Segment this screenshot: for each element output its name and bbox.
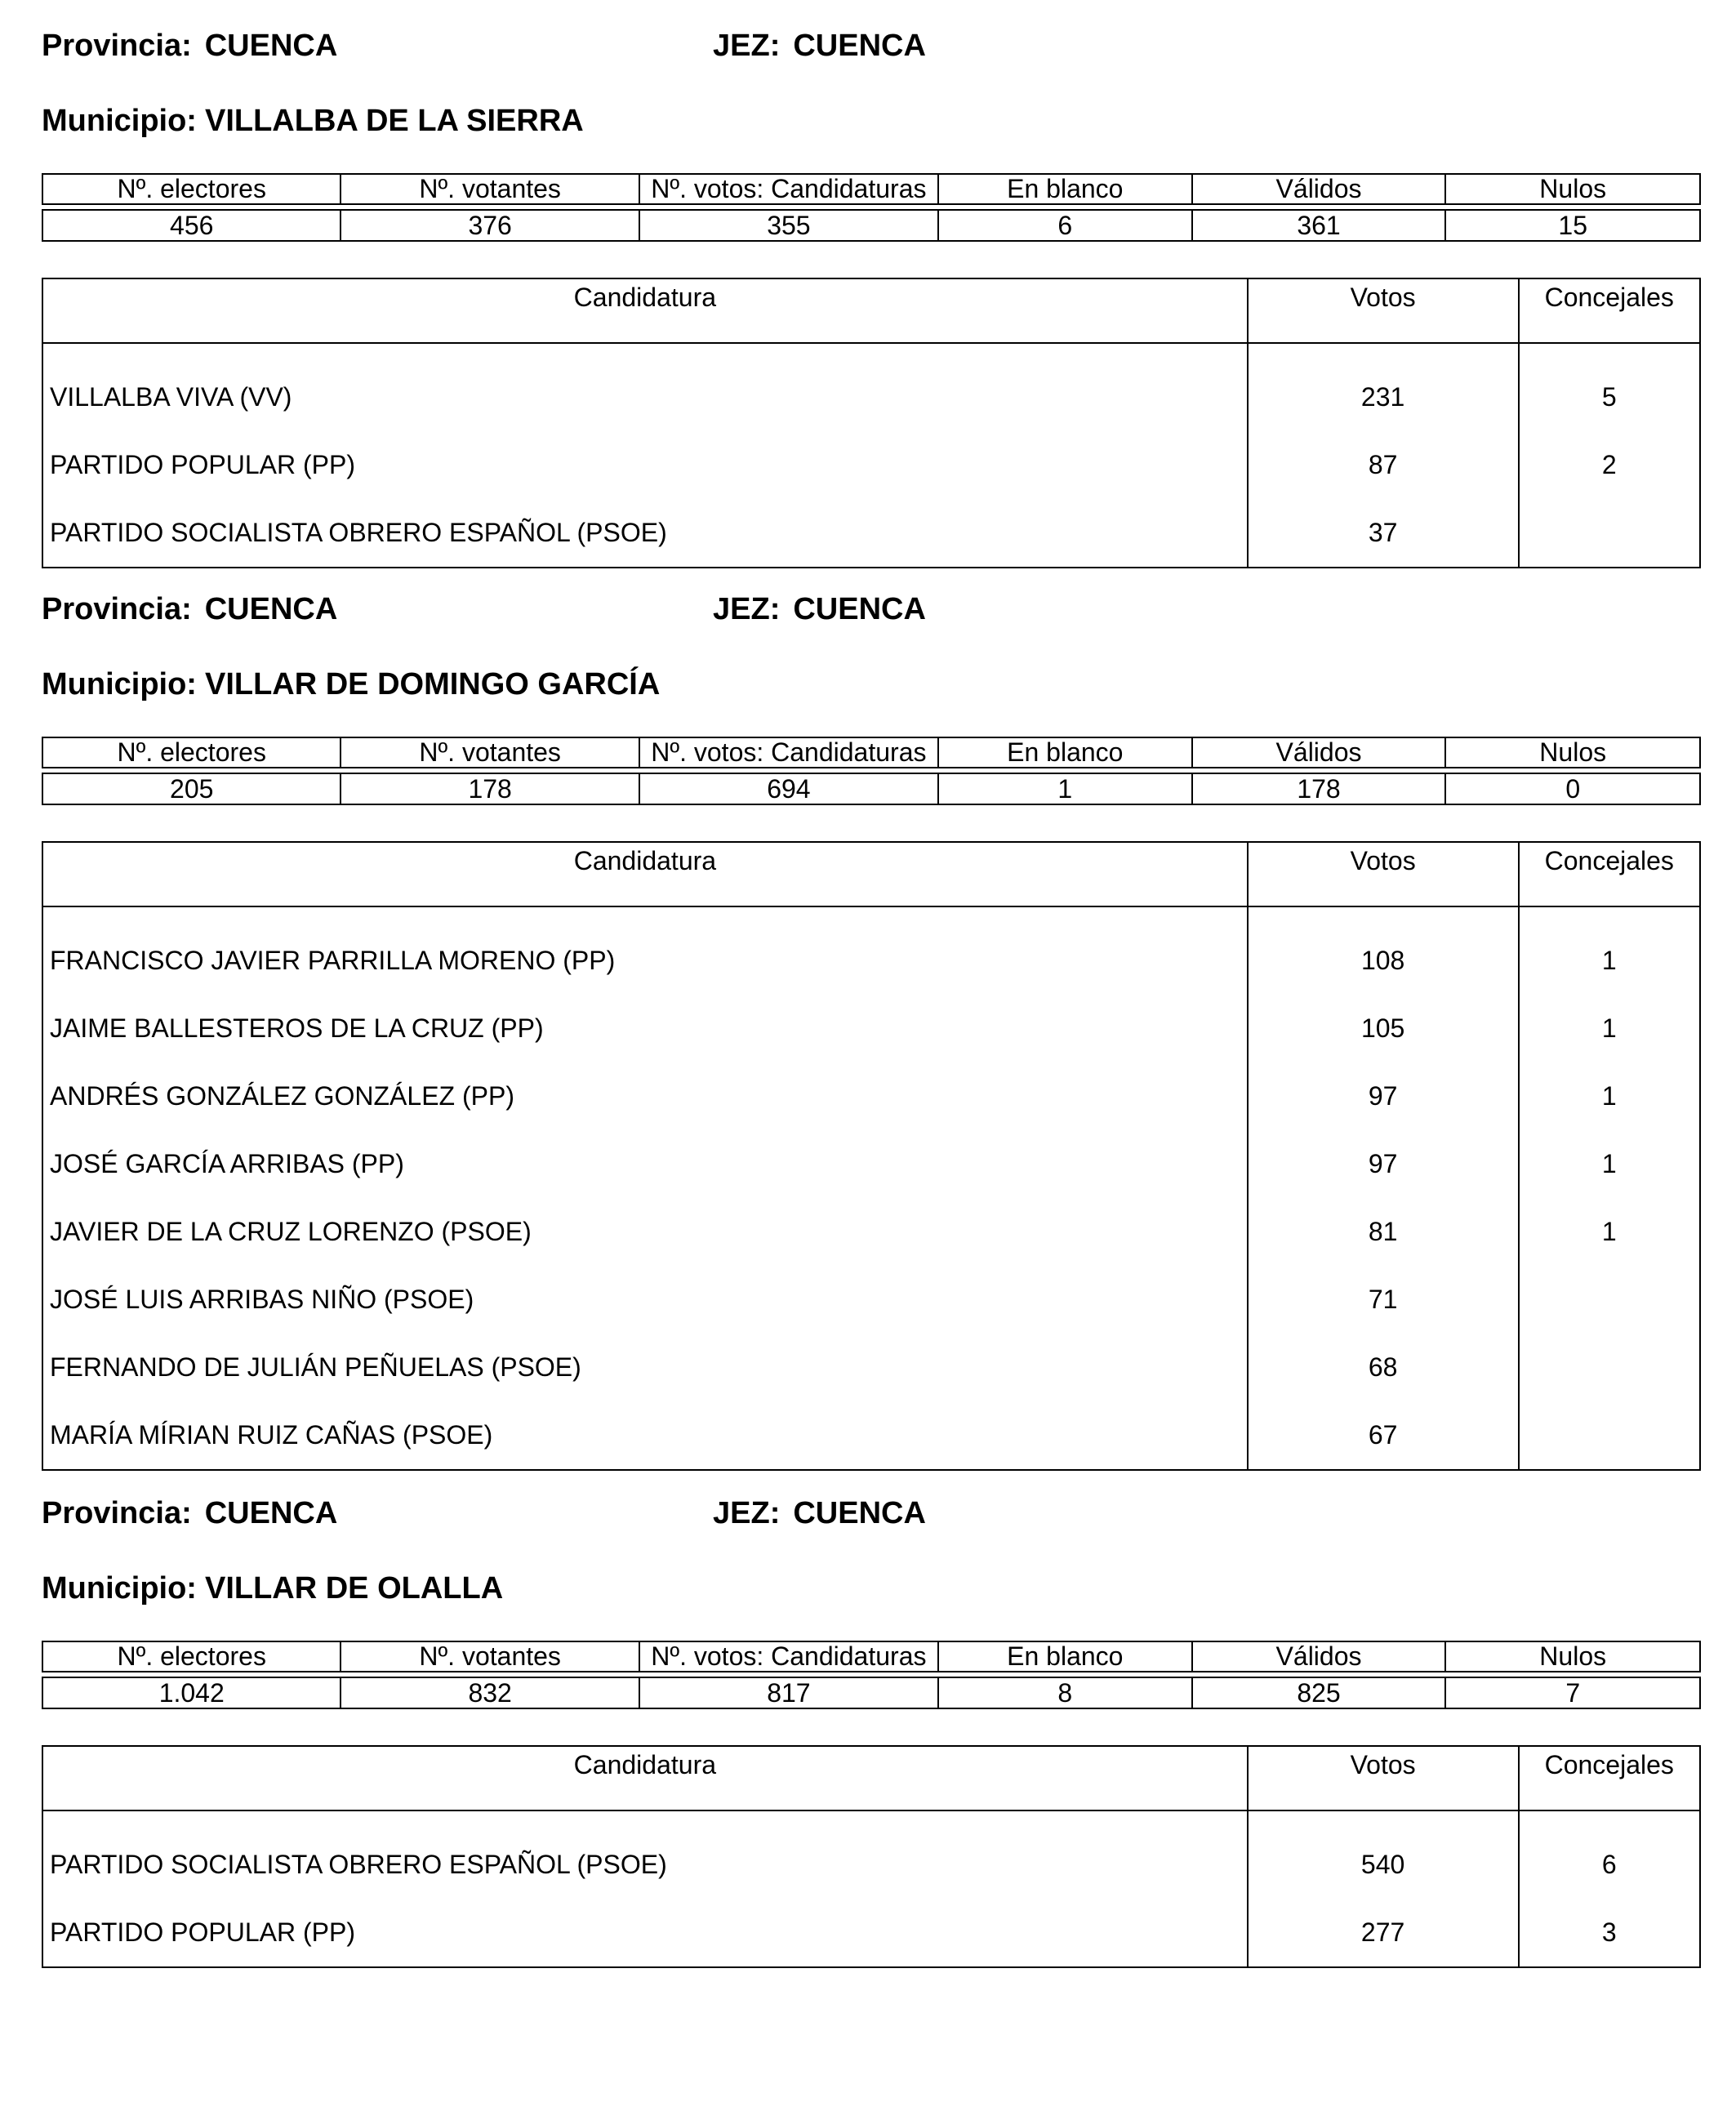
provincia-label: Provincia:: [42, 1496, 192, 1530]
municipio-header: [42, 104, 584, 139]
jez-value: CUENCA: [793, 1496, 926, 1530]
candidaturas-header-cell: Candidatura: [42, 1746, 1248, 1810]
summary-gap-cell: [42, 204, 1700, 210]
candidatura-name: PARTIDO SOCIALISTA OBRERO ESPAÑOL (PSOE): [42, 499, 1248, 568]
summary-gap: [42, 204, 1700, 210]
candidatura-row: [42, 1810, 1700, 1899]
candidatura-name: JOSÉ LUIS ARRIBAS NIÑO (PSOE): [42, 1266, 1248, 1334]
summary-value-cell: 8: [938, 1677, 1192, 1708]
jez-header: [713, 29, 926, 64]
candidatura-concejales: 5: [1519, 343, 1700, 431]
candidatura-name: JAVIER DE LA CRUZ LORENZO (PSOE): [42, 1198, 1248, 1266]
municipio-section: [0, 0, 1736, 563]
summary-value-cell: 355: [639, 210, 938, 241]
candidatura-name: VILLALBA VIVA (VV): [42, 343, 1248, 431]
provincia-header: [42, 1496, 337, 1531]
candidaturas-header-cell: Votos: [1248, 842, 1519, 906]
municipio-label: Municipio:: [42, 667, 197, 701]
summary-value-row: [42, 773, 1700, 804]
candidatura-name: MARÍA MÍRIAN RUIZ CAÑAS (PSOE): [42, 1401, 1248, 1470]
summary-value-cell: 205: [42, 773, 341, 804]
candidaturas-header-cell: Candidatura: [42, 842, 1248, 906]
summary-value-cell: 1: [938, 773, 1192, 804]
summary-header-cell: En blanco: [938, 737, 1192, 768]
candidatura-concejales: 1: [1519, 1130, 1700, 1198]
municipio-header: [42, 1571, 503, 1606]
municipio-value: VILLAR DE OLALLA: [204, 1571, 504, 1606]
candidatura-name: JOSÉ GARCÍA ARRIBAS (PP): [42, 1130, 1248, 1198]
summary-value-cell: 376: [341, 210, 639, 241]
candidatura-row: [42, 343, 1700, 431]
candidaturas-header-cell: Concejales: [1519, 1746, 1700, 1810]
summary-value-cell: 0: [1445, 773, 1700, 804]
provincia-label: Provincia:: [42, 592, 192, 626]
candidatura-votos: 97: [1248, 1130, 1519, 1198]
provincia-header: [42, 29, 337, 64]
summary-gap: [42, 768, 1700, 773]
candidaturas-table: [42, 1745, 1701, 1968]
candidatura-votos: 71: [1248, 1266, 1519, 1334]
candidatura-name: PARTIDO POPULAR (PP): [42, 1899, 1248, 1967]
jez-header: [713, 592, 926, 627]
candidaturas-header-cell: Candidatura: [42, 278, 1248, 343]
municipio-section: [0, 563, 1736, 1450]
summary-value-cell: 361: [1192, 210, 1446, 241]
candidaturas-header-cell: Votos: [1248, 1746, 1519, 1810]
summary-table: [42, 1641, 1701, 1709]
summary-header-cell: Nº. votos: Candidaturas: [639, 174, 938, 204]
candidatura-name: FRANCISCO JAVIER PARRILLA MORENO (PP): [42, 906, 1248, 995]
summary-header-cell: Nulos: [1445, 1641, 1700, 1672]
summary-value-cell: 694: [639, 773, 938, 804]
candidatura-votos: 67: [1248, 1401, 1519, 1470]
candidaturas-table: [42, 841, 1701, 1471]
jez-label: JEZ:: [713, 29, 781, 63]
provincia-value: CUENCA: [204, 29, 338, 63]
candidatura-name: PARTIDO SOCIALISTA OBRERO ESPAÑOL (PSOE): [42, 1810, 1248, 1899]
candidatura-concejales: [1519, 499, 1700, 568]
summary-header-cell: Nº. votos: Candidaturas: [639, 1641, 938, 1672]
candidatura-row: [42, 1899, 1700, 1967]
jez-value: CUENCA: [793, 592, 926, 626]
summary-value-cell: 832: [341, 1677, 639, 1708]
jez-label: JEZ:: [713, 592, 781, 626]
candidatura-row: [42, 906, 1700, 995]
summary-value-cell: 178: [341, 773, 639, 804]
summary-table: [42, 173, 1701, 242]
jez-header: [713, 1496, 926, 1531]
summary-header-cell: Válidos: [1192, 174, 1446, 204]
summary-gap-cell: [42, 768, 1700, 773]
summary-header-cell: Nº. votantes: [341, 1641, 639, 1672]
candidatura-name: FERNANDO DE JULIÁN PEÑUELAS (PSOE): [42, 1334, 1248, 1401]
summary-header-cell: Nº. votantes: [341, 737, 639, 768]
candidatura-concejales: 1: [1519, 1198, 1700, 1266]
municipio-value: VILLALBA DE LA SIERRA: [204, 104, 584, 138]
candidaturas-header-cell: Votos: [1248, 278, 1519, 343]
provincia-value: CUENCA: [204, 1496, 338, 1530]
candidatura-row: [42, 1062, 1700, 1130]
candidatura-row: [42, 1401, 1700, 1470]
candidatura-votos: 97: [1248, 1062, 1519, 1130]
candidaturas-header-cell: Concejales: [1519, 842, 1700, 906]
provincia-label: Provincia:: [42, 29, 192, 63]
summary-header-cell: Nº. electores: [42, 174, 341, 204]
summary-value-cell: 15: [1445, 210, 1700, 241]
jez-label: JEZ:: [713, 1496, 781, 1530]
summary-value-cell: 1.042: [42, 1677, 341, 1708]
summary-value-cell: 456: [42, 210, 341, 241]
candidatura-row: [42, 499, 1700, 568]
candidatura-votos: 540: [1248, 1810, 1519, 1899]
summary-header-cell: En blanco: [938, 1641, 1192, 1672]
candidatura-votos: 81: [1248, 1198, 1519, 1266]
candidatura-concejales: [1519, 1401, 1700, 1470]
candidatura-row: [42, 1334, 1700, 1401]
summary-header-cell: Nº. votantes: [341, 174, 639, 204]
candidatura-concejales: 2: [1519, 431, 1700, 499]
municipio-section: [0, 1468, 1736, 2031]
candidatura-name: JAIME BALLESTEROS DE LA CRUZ (PP): [42, 995, 1248, 1062]
candidatura-concejales: 1: [1519, 1062, 1700, 1130]
summary-header-cell: Nº. electores: [42, 1641, 341, 1672]
summary-value-cell: 817: [639, 1677, 938, 1708]
candidatura-concejales: 1: [1519, 906, 1700, 995]
summary-value-cell: 6: [938, 210, 1192, 241]
candidatura-votos: 37: [1248, 499, 1519, 568]
candidatura-row: [42, 431, 1700, 499]
summary-gap: [42, 1672, 1700, 1677]
provincia-header: [42, 592, 337, 627]
candidatura-votos: 87: [1248, 431, 1519, 499]
candidaturas-header-row: [42, 842, 1700, 906]
summary-header-row: [42, 1641, 1700, 1672]
municipio-value: VILLAR DE DOMINGO GARCÍA: [204, 667, 661, 701]
municipio-header: [42, 667, 660, 702]
candidatura-votos: 105: [1248, 995, 1519, 1062]
summary-header-cell: Nulos: [1445, 737, 1700, 768]
summary-header-cell: Nº. votos: Candidaturas: [639, 737, 938, 768]
candidatura-votos: 108: [1248, 906, 1519, 995]
municipio-label: Municipio:: [42, 104, 197, 138]
candidatura-name: ANDRÉS GONZÁLEZ GONZÁLEZ (PP): [42, 1062, 1248, 1130]
summary-header-row: [42, 737, 1700, 768]
summary-value-cell: 825: [1192, 1677, 1446, 1708]
candidatura-concejales: 3: [1519, 1899, 1700, 1967]
candidatura-votos: 231: [1248, 343, 1519, 431]
candidatura-votos: 68: [1248, 1334, 1519, 1401]
candidaturas-header-row: [42, 278, 1700, 343]
summary-value-row: [42, 210, 1700, 241]
candidatura-row: [42, 1266, 1700, 1334]
candidatura-votos: 277: [1248, 1899, 1519, 1967]
candidatura-row: [42, 1130, 1700, 1198]
summary-header-cell: Válidos: [1192, 737, 1446, 768]
summary-header-cell: Nulos: [1445, 174, 1700, 204]
municipio-label: Municipio:: [42, 1571, 197, 1606]
candidatura-row: [42, 995, 1700, 1062]
summary-table: [42, 737, 1701, 805]
candidaturas-header-row: [42, 1746, 1700, 1810]
summary-header-row: [42, 174, 1700, 204]
summary-gap-cell: [42, 1672, 1700, 1677]
candidaturas-header-cell: Concejales: [1519, 278, 1700, 343]
provincia-value: CUENCA: [204, 592, 338, 626]
candidatura-concejales: 6: [1519, 1810, 1700, 1899]
summary-value-cell: 7: [1445, 1677, 1700, 1708]
summary-value-cell: 178: [1192, 773, 1446, 804]
candidatura-concejales: 1: [1519, 995, 1700, 1062]
summary-header-cell: Válidos: [1192, 1641, 1446, 1672]
candidaturas-table: [42, 278, 1701, 568]
summary-header-cell: En blanco: [938, 174, 1192, 204]
summary-value-row: [42, 1677, 1700, 1708]
summary-header-cell: Nº. electores: [42, 737, 341, 768]
jez-value: CUENCA: [793, 29, 926, 63]
candidatura-concejales: [1519, 1266, 1700, 1334]
candidatura-concejales: [1519, 1334, 1700, 1401]
candidatura-row: [42, 1198, 1700, 1266]
candidatura-name: PARTIDO POPULAR (PP): [42, 431, 1248, 499]
